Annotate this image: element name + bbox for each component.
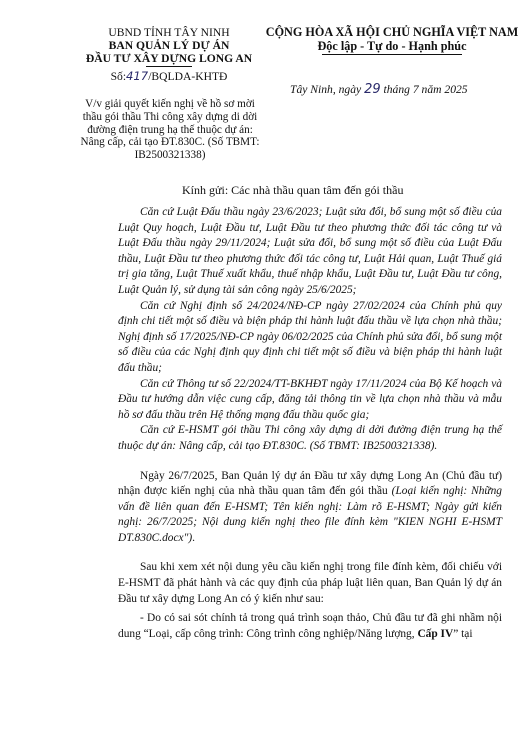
handwritten-day: 29 xyxy=(364,82,381,97)
handwritten-number: 417 xyxy=(126,69,149,83)
document-body xyxy=(118,205,502,642)
national-motto: Độc lập - Tự do - Hạnh phúc xyxy=(317,38,467,53)
legal-basis-3: Căn cứ Thông tư số 22/2024/TT-BKHĐT ngày 17/11/2024 của Bộ Kế hoạch và Đầu tư hướng dẫn việc cung cấp, đăng tải thông tin về lựa chọn nhà thầu và mẫu hồ sơ đấu thầu trên Hệ thống mạng đấu thầu quốc gia; xyxy=(118,377,502,421)
agency-name-line1: BAN QUẢN LÝ DỰ ÁN xyxy=(108,39,230,52)
subject-line: V/v giải quyết kiến nghị về hồ sơ mời thầu gói thầu Thi công xây dựng di dời đường điện trung hạ thế thuộc dự án: Nâng cấp, cải tạo ĐT.830C. (Số TBMT: IB2500321338) xyxy=(80,98,260,162)
issuing-agency-header xyxy=(64,26,274,83)
document-number: Số:417/BQLDA-KHTĐ xyxy=(110,69,228,83)
date-line: Tây Ninh, ngày 29 tháng 7 năm 2025 xyxy=(290,82,468,97)
legal-basis-4: Căn cứ E-HSMT gói thầu Thi công xây dựng di dời đường điện trung hạ thế thuộc dự án: Nâng cấp, cải tạo ĐT.830C. (Số TBMT: IB2500321338). xyxy=(118,424,502,452)
paragraph-review: Sau khi xem xét nội dung yêu cầu kiến nghị trong file đính kèm, đối chiếu với E-HSMT đã phát hành và các quy định của pháp luật liên quan, Ban Quản lý dự án Đầu tư xây dựng Long An có ý kiến như sau: xyxy=(118,561,502,605)
header-underline xyxy=(146,66,192,67)
salutation: Kính gửi: Các nhà thầu quan tâm đến gói thầu xyxy=(182,183,404,197)
legal-basis-1: Căn cứ Luật Đấu thầu ngày 23/6/2023; Luật sửa đổi, bổ sung một số điều của Luật Quy hoạch, Luật Đầu tư, Luật Đầu tư theo phương thức đối tác công tư và Luật Đấu thầu ngày 29/11/2024; Luật sửa đổi, bổ sung một số điều của Luật Đấu thầu, Luật Đầu tư theo phương thức đối tác công tư, Luật Hải quan, Luật Thuế giá trị gia tăng, Luật Thuế xuất khẩu, thuế nhập khẩu, Luật Đầu tư, Luật Đầu tư công, Luật Quản lý, sử dụng tài sản công ngày 25/6/2025; xyxy=(118,206,502,296)
agency-name-line2: ĐẦU TƯ XÂY DỰNG LONG AN xyxy=(85,52,253,65)
legal-basis-2: Căn cứ Nghị định số 24/2024/NĐ-CP ngày 27/02/2024 của Chính phủ quy định chi tiết một số điều và biện pháp thi hành luật đấu thầu về lựa chọn nhà thầu; Nghị định số 17/2025/NĐ-CP ngày 06/02/2025 của Chính phủ sửa đổi, bổ sung một số điều của các Nghị định quy định chi tiết một số điều và biện pháp thi hành luật đấu thầu; xyxy=(118,299,502,374)
nation-title: CỘNG HÒA XÃ HỘI CHỦ NGHĨA VIỆT NAM xyxy=(265,25,519,39)
motto-underline xyxy=(322,54,462,55)
parent-agency: UBND TỈNH TÂY NINH xyxy=(108,26,230,39)
paragraph-request-received: Ngày 26/7/2025, Ban Quản lý dự án Đầu tư xây dựng Long An (Chủ đầu tư) nhận được kiến nghị của nhà thầu quan tâm đến gói thầu (Loại kiến nghị: Những vấn đề liên quan đến E-HSMT; Tên kiến nghị: Làm rõ E-HSMT; Ngày gửi kiến nghị: 26/7/2025; Nội dung kiến nghị theo file đính kèm "KIEN NGHI E-HSMT DT.830C.docx"). xyxy=(118,469,503,544)
national-header xyxy=(262,26,522,55)
response-item-1: - Do có sai sót chính tả trong quá trình soạn thảo, Chủ đầu tư đã ghi nhầm nội dung “Loại, cấp công trình: Công trình công nghiệp/Năng lượng, Cấp IV” tại xyxy=(118,612,502,640)
